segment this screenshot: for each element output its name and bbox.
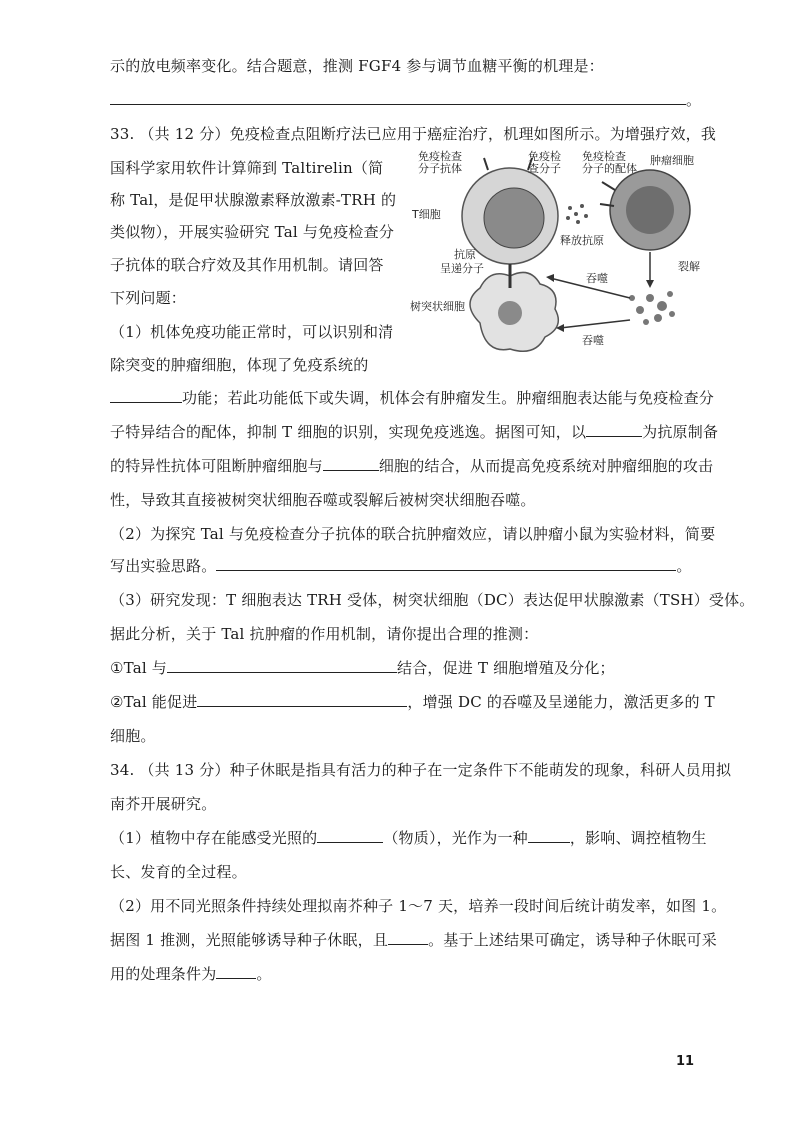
text-line: 据此分析，关于 Tal 抗肿瘤的作用机制，请你提出合理的推测：: [110, 625, 539, 643]
label: 免疫检: [528, 150, 561, 163]
text-line: 南芥开展研究。: [110, 795, 217, 813]
label: 查分子: [528, 162, 561, 175]
text-line: 称 Tal，是促甲状腺激素释放激素-TRH 的: [110, 191, 397, 209]
label: 抗原: [454, 248, 476, 261]
text-line: （2）用不同光照条件持续处理拟南芥种子 1～7 天，培养一段时间后统计萌发率，如图 1。: [110, 897, 727, 915]
text-line: 下列问题：: [110, 289, 187, 307]
text-line: 功能；若此功能低下或失调，机体会有肿瘤发生。肿瘤细胞表达能与免疫检查分: [110, 388, 714, 408]
label: 呈递分子: [440, 262, 484, 275]
text-line: （1）植物中存在能感受光照的 （物质），光作为一种 ，影响、调控植物生: [110, 829, 707, 847]
text-line: 长、发育的全过程。: [110, 863, 247, 881]
label: 分子抗体: [418, 162, 462, 175]
text-line: 子抗体的联合疗效及其作用机制。请回答: [110, 256, 384, 274]
text-line: 写出实验思路。 。: [110, 557, 692, 575]
label: 免疫检查: [582, 150, 626, 163]
answer-line: 。: [110, 90, 701, 110]
text-line: ②Tal 能促进 ，增强 DC 的吞噬及呈递能力，激活更多的 T: [110, 693, 715, 711]
immune-checkpoint-diagram: [410, 148, 710, 376]
label: 树突状细胞: [410, 300, 465, 313]
label: 吞噬: [586, 272, 608, 285]
label: 释放抗原: [560, 234, 604, 247]
text-line: 用的处理条件为 。: [110, 965, 272, 983]
text-line: ①Tal 与 结合，促进 T 细胞增殖及分化；: [110, 659, 615, 677]
text-line: 据图 1 推测，光照能够诱导种子休眠，且 。基于上述结果可确定，诱导种子休眠可采: [110, 931, 717, 949]
t-cell-nucleus: [484, 188, 544, 248]
text-line: （3）研究发现：T 细胞表达 TRH 受体，树突状细胞（DC）表达促甲状腺激素（TSH）受体。: [110, 591, 755, 609]
text-line: 除突变的肿瘤细胞，体现了免疫系统的: [110, 356, 369, 374]
question-34-heading: 34. （共 13 分）种子休眠是指具有活力的种子在一定条件下不能萌发的现象，科研人员用拟: [110, 761, 732, 779]
text-line: 细胞。: [110, 727, 156, 745]
text-line: 子特异结合的配体，抑制 T 细胞的识别，实现免疫逃逸。据图可知，以 为抗原制备: [110, 423, 719, 441]
text-line: 类似物），开展实验研究 Tal 与免疫检查分: [110, 223, 395, 241]
text-line: 示的放电频率变化。结合题意，推测 FGF4 参与调节血糖平衡的机理是：: [110, 57, 604, 75]
text-line: 国科学家用软件计算筛到 Taltirelin（简: [110, 159, 384, 177]
label: 肿瘤细胞: [650, 154, 694, 167]
text-line: （2）为探究 Tal 与免疫检查分子抗体的联合抗肿瘤效应，请以肿瘤小鼠为实验材料，简要: [110, 525, 716, 543]
label: T细胞: [412, 208, 441, 221]
text-line: 的特异性抗体可阻断肿瘤细胞与 细胞的结合，从而提高免疫系统对肿瘤细胞的攻击: [110, 457, 714, 475]
text-line: （1）机体免疫功能正常时，可以识别和清: [110, 323, 394, 341]
label: 吞噬: [582, 334, 604, 347]
page-number: 11: [676, 1054, 695, 1069]
question-33-heading: 33. （共 12 分）免疫检查点阻断疗法已应用于癌症治疗，机理如图所示。为增强疗效，我: [110, 125, 717, 143]
label: 分子的配体: [582, 162, 637, 175]
label: 免疫检查: [418, 150, 462, 163]
label: 裂解: [678, 260, 700, 273]
text-line: 性，导致其直接被树突状细胞吞噬或裂解后被树突状细胞吞噬。: [110, 491, 536, 509]
